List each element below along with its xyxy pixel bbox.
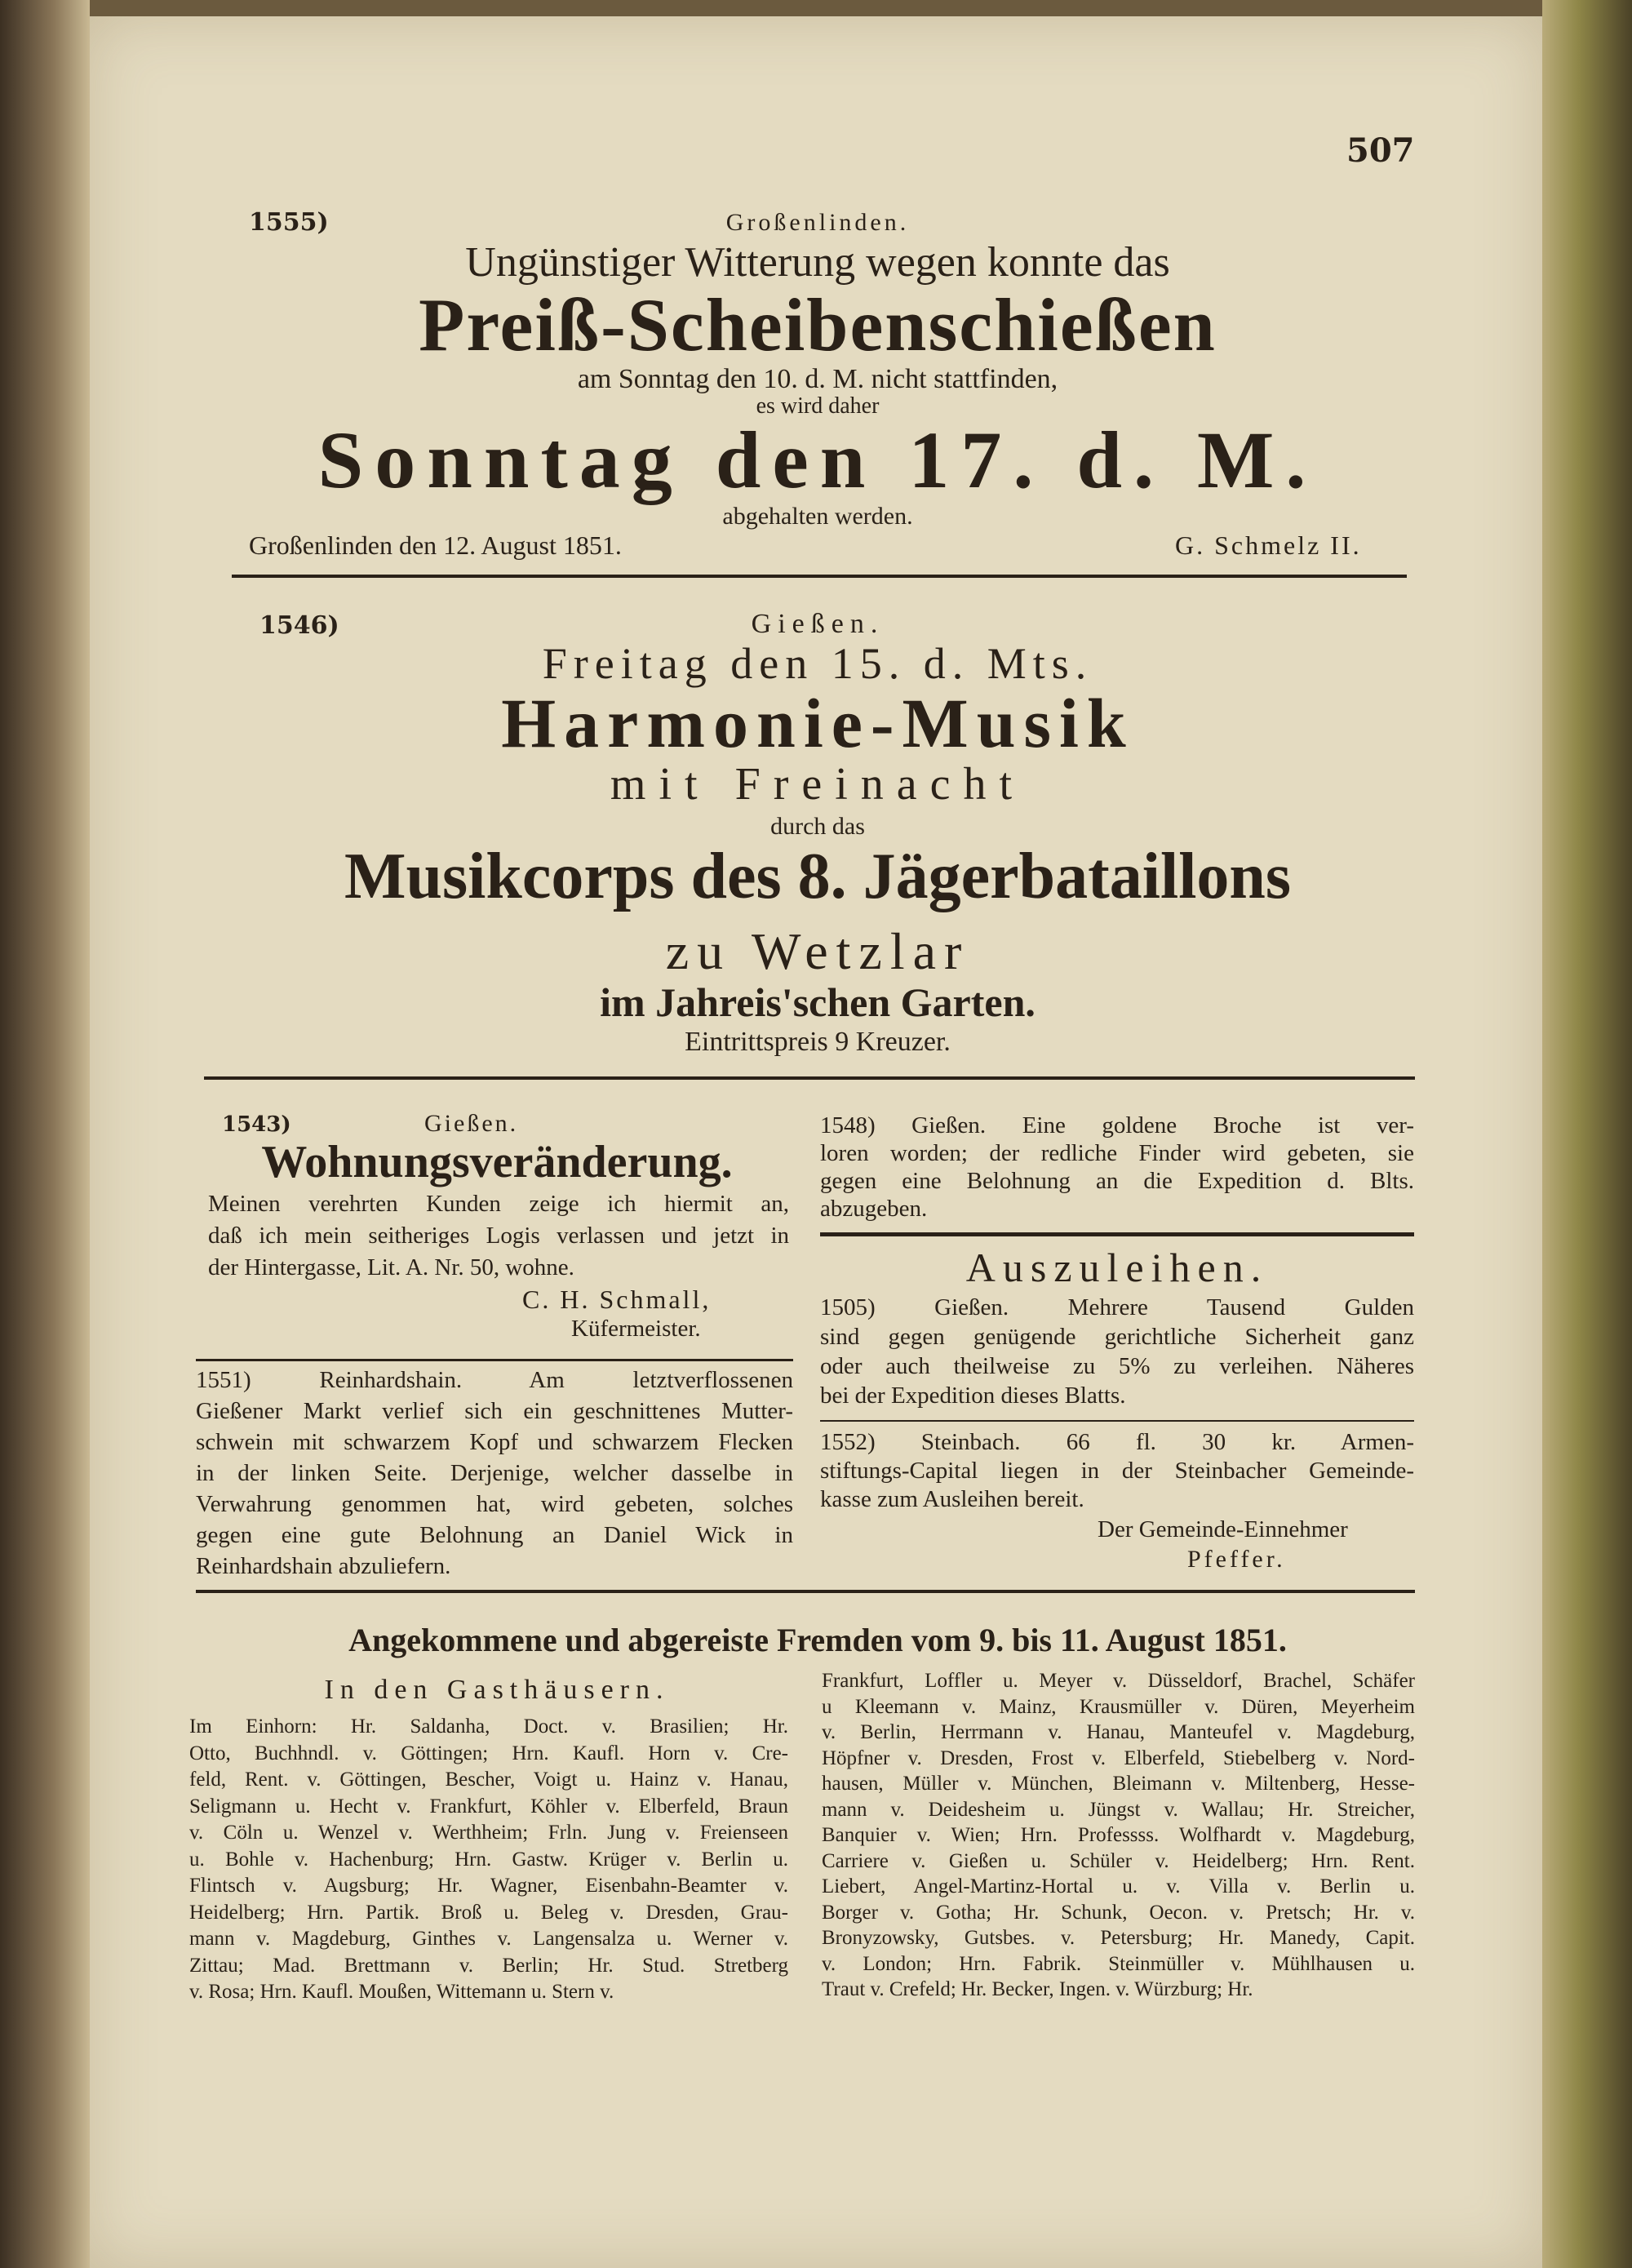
text-line: v. Cöln u. Wenzel v. Werthheim; Frln. Jung v. Freienseen <box>189 1822 788 1844</box>
arrivals-right-column <box>822 1668 1415 2003</box>
text-line: Meinen verehrten Kunden zeige ich hiermit an, <box>208 1191 789 1217</box>
text-line: der Hintergasse, Lit. A. Nr. 50, wohne. <box>208 1254 574 1280</box>
divider <box>196 1359 793 1361</box>
ad-number: 1546) <box>259 611 339 640</box>
place: Gießen. <box>751 609 885 639</box>
text-line: v. Rosa; Hrn. Kaufl. Moußen, Wittemann u. Stern v. <box>189 1981 614 2003</box>
text-line: Reinhardshain abzuliefern. <box>196 1553 451 1579</box>
text-line: mann v. Magdeburg, Ginthes v. Langensalza u. Werner v. <box>189 1928 788 1950</box>
arrivals-left-column <box>189 1714 788 2006</box>
date-headline: Sonntag den 17. d. M. <box>317 415 1318 505</box>
text-line: am Sonntag den 10. d. M. nicht stattfinden, <box>577 364 1058 394</box>
text-line: bei der Expedition dieses Blatts. <box>820 1383 1126 1409</box>
ad-body <box>820 1428 1414 1514</box>
text-line: sind gegen genügende gerichtliche Sicherheit ganz <box>820 1324 1414 1350</box>
text-line: oder auch theilweise zu 5% zu verleihen. Näheres <box>820 1353 1414 1379</box>
page-edge-right <box>1542 0 1632 2268</box>
text-line: Borger v. Gotha; Hr. Schunk, Oecon. v. Pretsch; Hr. v. <box>822 1901 1415 1924</box>
headline-2: Musikcorps des 8. Jägerbataillons <box>344 841 1292 912</box>
text-line: Zittau; Mad. Brettmann v. Berlin; Hr. Stud. Stretberg <box>189 1954 788 1977</box>
text-line: gegen eine Belohnung an die Expedition d. Blts. <box>820 1168 1414 1194</box>
text-line: v. London; Hrn. Fabrik. Steinmüller v. Mühlhausen u. <box>822 1952 1415 1975</box>
divider <box>232 575 1407 578</box>
divider <box>204 1076 1415 1080</box>
text-line: u. Bohle v. Hachenburg; Hrn. Gastw. Krüger v. Berlin u. <box>189 1848 788 1871</box>
text-line: mann v. Deidesheim u. Jüngst v. Wallau; Hr. Streicher, <box>822 1798 1415 1821</box>
signature-name: Pfeffer. <box>1187 1546 1286 1573</box>
text-line: Traut v. Crefeld; Hr. Becker, Ingen. v. Würzburg; Hr. <box>822 1978 1253 2000</box>
subheading: In den Gasthäusern. <box>324 1675 670 1705</box>
signature-line: Der Gemeinde-Einnehmer <box>1098 1516 1348 1542</box>
text-line: Otto, Buchhndl. v. Göttingen; Hrn. Kaufl. Horn v. Cre- <box>189 1742 788 1764</box>
ad-body <box>820 1293 1414 1410</box>
text-line: im Jahreis'schen Garten. <box>600 979 1036 1025</box>
ad-number: 1543) <box>222 1112 291 1137</box>
text-line: gegen eine gute Belohnung an Daniel Wick in <box>196 1522 793 1548</box>
text-line: Heidelberg; Hrn. Partik. Broß u. Beleg v. Dresden, Grau- <box>189 1901 788 1924</box>
signature: C. H. Schmall, <box>522 1285 712 1314</box>
text-line: Flintsch v. Augsburg; Hr. Wagner, Eisenbahn-Beamter v. <box>189 1875 788 1897</box>
text-line: Banquier v. Wien; Hrn. Professss. Wolfhardt v. Magdeburg, <box>822 1824 1415 1846</box>
intro-line: Ungünstiger Witterung wegen konnte das <box>465 239 1170 286</box>
place: Gießen. <box>424 1110 519 1137</box>
text-line: daß ich mein seitheriges Logis verlassen und jetzt in <box>208 1223 789 1249</box>
text-line: abgehalten werden. <box>722 503 913 530</box>
divider <box>820 1232 1414 1236</box>
date-line: Freitag den 15. d. Mts. <box>542 639 1093 688</box>
text-line: zu Wetzlar <box>665 922 970 980</box>
headline: Harmonie-Musik <box>501 684 1134 762</box>
text-line: 1548) Gießen. Eine goldene Broche ist ver- <box>820 1112 1414 1138</box>
text-line: stiftungs-Capital liegen in der Steinbacher Gemeinde- <box>820 1458 1414 1484</box>
text-line: Seligmann u. Hecht v. Frankfurt, Köhler v. Elberfeld, Braun <box>189 1795 788 1818</box>
text-line: Im Einhorn: Hr. Saldanha, Doct. v. Brasilien; Hr. <box>189 1715 788 1738</box>
text-line: loren worden; der redliche Finder wird gebeten, sie <box>820 1140 1414 1166</box>
text-line: 1552) Steinbach. 66 fl. 30 kr. Armen- <box>820 1429 1414 1455</box>
text-line: Eintrittspreis 9 Kreuzer. <box>685 1027 951 1057</box>
text-line: Liebert, Angel-Martinz-Hortal u. v. Villa v. Berlin u. <box>822 1875 1415 1897</box>
text-line: 1505) Gießen. Mehrere Tausend Gulden <box>820 1294 1414 1320</box>
headline: Wohnungsveränderung. <box>261 1137 733 1187</box>
text-line: 1551) Reinhardshain. Am letztverflossenen <box>196 1367 793 1393</box>
text-line: es wird daher <box>756 393 880 419</box>
text-line: Carriere v. Gießen u. Schüler v. Heidelberg; Hrn. Rent. <box>822 1849 1415 1872</box>
text-line: durch das <box>770 813 865 840</box>
text-line: Gießener Markt verlief sich ein geschnittenes Mutter- <box>196 1398 793 1424</box>
text-line: schwein mit schwarzem Kopf und schwarzem Flecken <box>196 1429 793 1455</box>
text-line: u Kleemann v. Mainz, Krausmüller v. Düren, Meyerheim <box>822 1695 1415 1718</box>
headline: Preiß-Scheibenschießen <box>419 283 1217 366</box>
text-line: abzugeben. <box>820 1196 928 1222</box>
place: Großenlinden. <box>725 209 910 236</box>
text-line: in der linken Seite. Derjenige, welcher dasselbe in <box>196 1460 793 1486</box>
text-line: kasse zum Ausleihen bereit. <box>820 1486 1084 1512</box>
divider <box>820 1420 1414 1422</box>
text-line: Höpfner v. Dresden, Frost v. Elberfeld, Stiebelberg v. Nord- <box>822 1746 1415 1769</box>
dateline: Großenlinden den 12. August 1851. <box>249 530 622 560</box>
text-line: Frankfurt, Loffler u. Meyer v. Düsseldorf, Brachel, Schäfer <box>822 1670 1415 1692</box>
text-line: v. Berlin, Herrmann v. Hanau, Manteufel v. Magdeburg, <box>822 1721 1415 1743</box>
book-binding-left <box>0 0 90 2268</box>
section-heading: Angekommene und abgereiste Fremden vom 9. bis 11. August 1851. <box>348 1622 1287 1658</box>
ad-1551 <box>196 1365 793 1582</box>
divider <box>196 1590 1415 1593</box>
ad-1548 <box>820 1112 1414 1223</box>
text-line: hausen, Müller v. München, Bleimann v. Miltenberg, Hesse- <box>822 1773 1415 1795</box>
text-line: mit Freinacht <box>610 759 1026 810</box>
text-line: feld, Rent. v. Göttingen, Bescher, Voigt u. Hainz v. Hanau, <box>189 1769 788 1791</box>
ad-number: 1555) <box>249 208 329 237</box>
signature: G. Schmelz II. <box>1175 530 1362 560</box>
text-line: Verwahrung genommen hat, wird gebeten, solches <box>196 1491 793 1517</box>
ad-body <box>208 1188 789 1284</box>
signature-title: Küfermeister. <box>571 1316 701 1342</box>
text-line: Bronyzowsky, Gutsbes. v. Petersburg; Hr. Manedy, Capit. <box>822 1927 1415 1949</box>
page-number: 507 <box>1346 131 1415 170</box>
headline: Auszuleihen. <box>965 1245 1269 1290</box>
